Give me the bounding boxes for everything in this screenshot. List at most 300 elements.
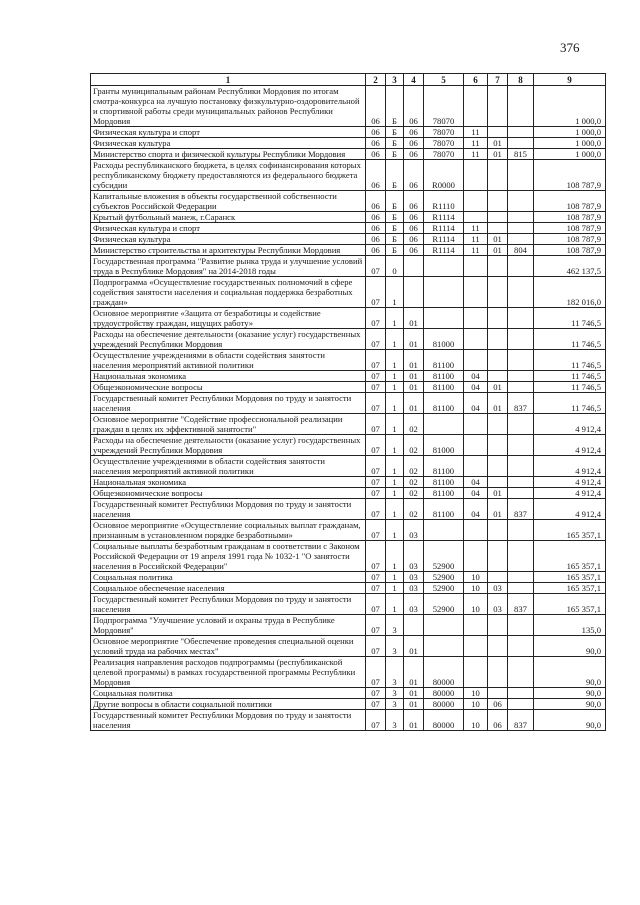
table-row bbox=[91, 138, 606, 149]
ministry-code-cell bbox=[508, 657, 534, 688]
row-name-cell: Министерство спорта и физической культуры Республики Мордовия bbox=[91, 149, 366, 160]
expense-direction-cell bbox=[424, 615, 464, 636]
table-row bbox=[91, 414, 606, 435]
table-row bbox=[91, 541, 606, 572]
subprogram-code-cell: Б bbox=[386, 234, 404, 245]
program-code-cell: 06 bbox=[366, 138, 386, 149]
subsection-cell bbox=[488, 127, 508, 138]
activity-code-cell: 02 bbox=[404, 456, 424, 477]
activity-code-cell: 03 bbox=[404, 520, 424, 541]
ministry-code-cell bbox=[508, 234, 534, 245]
activity-code-cell: 02 bbox=[404, 414, 424, 435]
table-row bbox=[91, 636, 606, 657]
activity-code-cell: 03 bbox=[404, 572, 424, 583]
section-cell bbox=[464, 86, 488, 127]
activity-code-cell: 03 bbox=[404, 583, 424, 594]
amount-cell: 11 746,5 bbox=[534, 393, 606, 414]
section-cell bbox=[464, 657, 488, 688]
amount-cell: 11 746,5 bbox=[534, 329, 606, 350]
program-code-cell: 06 bbox=[366, 86, 386, 127]
program-code-cell: 07 bbox=[366, 688, 386, 699]
expense-direction-cell bbox=[424, 636, 464, 657]
expense-direction-cell: 81100 bbox=[424, 488, 464, 499]
program-code-cell: 07 bbox=[366, 350, 386, 371]
subprogram-code-cell: Б bbox=[386, 138, 404, 149]
subsection-cell bbox=[488, 212, 508, 223]
table-header-row bbox=[91, 74, 606, 86]
row-name-cell: Физическая культура bbox=[91, 234, 366, 245]
row-name-cell: Физическая культура и спорт bbox=[91, 127, 366, 138]
row-name-cell: Государственный комитет Республики Мордовия по труду и занятости населения bbox=[91, 499, 366, 520]
program-code-cell: 07 bbox=[366, 371, 386, 382]
program-code-cell: 07 bbox=[366, 572, 386, 583]
table-row bbox=[91, 520, 606, 541]
ministry-code-cell: 804 bbox=[508, 245, 534, 256]
table-row bbox=[91, 456, 606, 477]
table-row bbox=[91, 699, 606, 710]
ministry-code-cell bbox=[508, 138, 534, 149]
amount-cell: 11 746,5 bbox=[534, 371, 606, 382]
subprogram-code-cell: 1 bbox=[386, 456, 404, 477]
row-name-cell: Реализация направления расходов подпрограммы (республиканской целевой программы) в рамках государственной программы Республики Мордовия bbox=[91, 657, 366, 688]
amount-cell: 4 912,4 bbox=[534, 456, 606, 477]
amount-cell: 462 137,5 bbox=[534, 256, 606, 277]
expense-direction-cell: 81100 bbox=[424, 350, 464, 371]
subsection-cell: 01 bbox=[488, 138, 508, 149]
program-code-cell: 07 bbox=[366, 657, 386, 688]
table-row bbox=[91, 127, 606, 138]
table-row bbox=[91, 223, 606, 234]
section-cell bbox=[464, 414, 488, 435]
amount-cell: 108 787,9 bbox=[534, 245, 606, 256]
expense-direction-cell: 52900 bbox=[424, 572, 464, 583]
section-cell bbox=[464, 541, 488, 572]
activity-code-cell: 06 bbox=[404, 191, 424, 212]
expense-direction-cell: 80000 bbox=[424, 699, 464, 710]
ministry-code-cell bbox=[508, 127, 534, 138]
row-name-cell: Социальное обеспечение населения bbox=[91, 583, 366, 594]
ministry-code-cell: 837 bbox=[508, 710, 534, 731]
ministry-code-cell bbox=[508, 256, 534, 277]
subsection-cell bbox=[488, 456, 508, 477]
amount-cell: 11 746,5 bbox=[534, 350, 606, 371]
subprogram-code-cell: 1 bbox=[386, 393, 404, 414]
program-code-cell: 06 bbox=[366, 160, 386, 191]
activity-code-cell: 06 bbox=[404, 234, 424, 245]
column-header-2: 2 bbox=[366, 74, 386, 86]
program-code-cell: 07 bbox=[366, 636, 386, 657]
subsection-cell bbox=[488, 414, 508, 435]
expense-direction-cell: 78070 bbox=[424, 127, 464, 138]
expense-direction-cell: 81100 bbox=[424, 477, 464, 488]
subsection-cell bbox=[488, 636, 508, 657]
activity-code-cell: 02 bbox=[404, 499, 424, 520]
row-name-cell: Государственная программа "Развитие рынка труда и улучшение условий труда в Республике Мордовия" на 2014-2018 годы bbox=[91, 256, 366, 277]
row-name-cell: Государственный комитет Республики Мордовия по труду и занятости населения bbox=[91, 594, 366, 615]
amount-cell: 1 000,0 bbox=[534, 138, 606, 149]
amount-cell: 90,0 bbox=[534, 636, 606, 657]
subprogram-code-cell: 1 bbox=[386, 277, 404, 308]
section-cell: 11 bbox=[464, 127, 488, 138]
program-code-cell: 07 bbox=[366, 382, 386, 393]
subprogram-code-cell: Б bbox=[386, 149, 404, 160]
subprogram-code-cell: 1 bbox=[386, 382, 404, 393]
subprogram-code-cell: 1 bbox=[386, 371, 404, 382]
row-name-cell: Физическая культура bbox=[91, 138, 366, 149]
activity-code-cell: 01 bbox=[404, 710, 424, 731]
expense-direction-cell: 81100 bbox=[424, 456, 464, 477]
subprogram-code-cell: 3 bbox=[386, 615, 404, 636]
program-code-cell: 06 bbox=[366, 149, 386, 160]
row-name-cell: Национальная экономика bbox=[91, 477, 366, 488]
subprogram-code-cell: 1 bbox=[386, 329, 404, 350]
expense-direction-cell: 78070 bbox=[424, 149, 464, 160]
subprogram-code-cell: 1 bbox=[386, 572, 404, 583]
amount-cell: 108 787,9 bbox=[534, 234, 606, 245]
section-cell bbox=[464, 520, 488, 541]
subsection-cell: 01 bbox=[488, 488, 508, 499]
subsection-cell: 03 bbox=[488, 594, 508, 615]
subprogram-code-cell: Б bbox=[386, 212, 404, 223]
amount-cell: 4 912,4 bbox=[534, 477, 606, 488]
ministry-code-cell bbox=[508, 699, 534, 710]
table-row bbox=[91, 371, 606, 382]
row-name-cell: Государственный комитет Республики Мордовия по труду и занятости населения bbox=[91, 393, 366, 414]
amount-cell: 165 357,1 bbox=[534, 583, 606, 594]
table-row bbox=[91, 657, 606, 688]
activity-code-cell: 06 bbox=[404, 245, 424, 256]
expense-direction-cell: 81100 bbox=[424, 382, 464, 393]
expense-direction-cell: R1114 bbox=[424, 212, 464, 223]
subsection-cell bbox=[488, 86, 508, 127]
amount-cell: 108 787,9 bbox=[534, 160, 606, 191]
activity-code-cell: 03 bbox=[404, 594, 424, 615]
program-code-cell: 07 bbox=[366, 488, 386, 499]
expense-direction-cell: 52900 bbox=[424, 541, 464, 572]
column-header-3: 3 bbox=[386, 74, 404, 86]
expense-direction-cell: 81000 bbox=[424, 435, 464, 456]
program-code-cell: 07 bbox=[366, 583, 386, 594]
section-cell: 11 bbox=[464, 223, 488, 234]
subprogram-code-cell: 1 bbox=[386, 499, 404, 520]
amount-cell: 135,0 bbox=[534, 615, 606, 636]
subprogram-code-cell: 1 bbox=[386, 350, 404, 371]
ministry-code-cell bbox=[508, 223, 534, 234]
program-code-cell: 07 bbox=[366, 499, 386, 520]
subprogram-code-cell: Б bbox=[386, 245, 404, 256]
section-cell bbox=[464, 435, 488, 456]
subprogram-code-cell: Б bbox=[386, 160, 404, 191]
table-row bbox=[91, 583, 606, 594]
row-name-cell: Подпрограмма "Улучшение условий и охраны труда в Республике Мордовия" bbox=[91, 615, 366, 636]
expense-direction-cell: R0000 bbox=[424, 160, 464, 191]
subsection-cell bbox=[488, 657, 508, 688]
table-row bbox=[91, 191, 606, 212]
column-header-7: 7 bbox=[488, 74, 508, 86]
expense-direction-cell bbox=[424, 520, 464, 541]
subsection-cell: 01 bbox=[488, 234, 508, 245]
row-name-cell: Осуществление учреждениями в области содействия занятости населения мероприятий активной политики bbox=[91, 350, 366, 371]
amount-cell: 108 787,9 bbox=[534, 212, 606, 223]
budget-table bbox=[90, 73, 606, 731]
expense-direction-cell: 81000 bbox=[424, 329, 464, 350]
row-name-cell: Социальная политика bbox=[91, 572, 366, 583]
section-cell: 10 bbox=[464, 594, 488, 615]
activity-code-cell: 02 bbox=[404, 488, 424, 499]
table-body bbox=[91, 86, 606, 731]
section-cell bbox=[464, 329, 488, 350]
activity-code-cell: 01 bbox=[404, 329, 424, 350]
activity-code-cell: 01 bbox=[404, 308, 424, 329]
expense-direction-cell bbox=[424, 414, 464, 435]
subsection-cell: 01 bbox=[488, 499, 508, 520]
section-cell: 11 bbox=[464, 234, 488, 245]
amount-cell: 11 746,5 bbox=[534, 382, 606, 393]
program-code-cell: 07 bbox=[366, 594, 386, 615]
subprogram-code-cell: 3 bbox=[386, 688, 404, 699]
section-cell bbox=[464, 212, 488, 223]
expense-direction-cell: 81100 bbox=[424, 499, 464, 520]
section-cell: 11 bbox=[464, 245, 488, 256]
ministry-code-cell bbox=[508, 191, 534, 212]
amount-cell: 182 016,0 bbox=[534, 277, 606, 308]
row-name-cell: Социальные выплаты безработным гражданам в соответствии с Законом Российской Федерации от 19 апреля 1991 года № 1032-1 "О занятости населения в Российской Федерации" bbox=[91, 541, 366, 572]
amount-cell: 108 787,9 bbox=[534, 191, 606, 212]
expense-direction-cell: 80000 bbox=[424, 710, 464, 731]
subprogram-code-cell: Б bbox=[386, 127, 404, 138]
ministry-code-cell bbox=[508, 212, 534, 223]
amount-cell: 165 357,1 bbox=[534, 594, 606, 615]
amount-cell: 165 357,1 bbox=[534, 520, 606, 541]
activity-code-cell: 01 bbox=[404, 699, 424, 710]
activity-code-cell: 06 bbox=[404, 127, 424, 138]
subprogram-code-cell: 3 bbox=[386, 636, 404, 657]
subprogram-code-cell: 3 bbox=[386, 710, 404, 731]
ministry-code-cell bbox=[508, 350, 534, 371]
row-name-cell: Основное мероприятие «Осуществление социальных выплат гражданам, признанным в установленном порядке безработными» bbox=[91, 520, 366, 541]
program-code-cell: 07 bbox=[366, 256, 386, 277]
activity-code-cell: 01 bbox=[404, 350, 424, 371]
row-name-cell: Основное мероприятие "Обеспечение проведения специальной оценки условий труда на рабочих местах" bbox=[91, 636, 366, 657]
program-code-cell: 07 bbox=[366, 456, 386, 477]
program-code-cell: 06 bbox=[366, 245, 386, 256]
section-cell bbox=[464, 456, 488, 477]
amount-cell: 1 000,0 bbox=[534, 127, 606, 138]
amount-cell: 108 787,9 bbox=[534, 223, 606, 234]
section-cell: 10 bbox=[464, 583, 488, 594]
program-code-cell: 07 bbox=[366, 435, 386, 456]
expense-direction-cell: 81100 bbox=[424, 371, 464, 382]
table-row bbox=[91, 393, 606, 414]
section-cell: 11 bbox=[464, 149, 488, 160]
subprogram-code-cell: 3 bbox=[386, 657, 404, 688]
ministry-code-cell: 837 bbox=[508, 499, 534, 520]
expense-direction-cell: R1114 bbox=[424, 245, 464, 256]
expense-direction-cell bbox=[424, 308, 464, 329]
activity-code-cell bbox=[404, 256, 424, 277]
column-header-6: 6 bbox=[464, 74, 488, 86]
expense-direction-cell bbox=[424, 277, 464, 308]
activity-code-cell: 01 bbox=[404, 688, 424, 699]
activity-code-cell: 02 bbox=[404, 477, 424, 488]
program-code-cell: 06 bbox=[366, 234, 386, 245]
column-header-8: 8 bbox=[508, 74, 534, 86]
ministry-code-cell bbox=[508, 435, 534, 456]
expense-direction-cell: 80000 bbox=[424, 657, 464, 688]
ministry-code-cell bbox=[508, 488, 534, 499]
ministry-code-cell bbox=[508, 541, 534, 572]
section-cell: 04 bbox=[464, 382, 488, 393]
ministry-code-cell bbox=[508, 160, 534, 191]
subprogram-code-cell: 1 bbox=[386, 583, 404, 594]
table-row bbox=[91, 350, 606, 371]
section-cell bbox=[464, 308, 488, 329]
expense-direction-cell: 78070 bbox=[424, 138, 464, 149]
amount-cell: 90,0 bbox=[534, 657, 606, 688]
subsection-cell bbox=[488, 688, 508, 699]
activity-code-cell: 06 bbox=[404, 212, 424, 223]
subsection-cell: 01 bbox=[488, 382, 508, 393]
ministry-code-cell bbox=[508, 371, 534, 382]
program-code-cell: 07 bbox=[366, 308, 386, 329]
page-number: 376 bbox=[560, 40, 580, 55]
ministry-code-cell bbox=[508, 477, 534, 488]
subsection-cell bbox=[488, 615, 508, 636]
table-row bbox=[91, 277, 606, 308]
program-code-cell: 06 bbox=[366, 223, 386, 234]
amount-cell: 90,0 bbox=[534, 710, 606, 731]
expense-direction-cell: 80000 bbox=[424, 688, 464, 699]
activity-code-cell: 06 bbox=[404, 160, 424, 191]
ministry-code-cell bbox=[508, 520, 534, 541]
subsection-cell bbox=[488, 160, 508, 191]
row-name-cell: Министерство строительства и архитектуры Республики Мордовия bbox=[91, 245, 366, 256]
section-cell: 04 bbox=[464, 488, 488, 499]
row-name-cell: Основное мероприятие «Защита от безработицы и содействие трудоустройству граждан, ищущих работу» bbox=[91, 308, 366, 329]
activity-code-cell bbox=[404, 277, 424, 308]
amount-cell: 1 000,0 bbox=[534, 149, 606, 160]
row-name-cell: Капитальные вложения в объекты государственной собственности субъектов Российской Федерации bbox=[91, 191, 366, 212]
ministry-code-cell: 815 bbox=[508, 149, 534, 160]
amount-cell: 4 912,4 bbox=[534, 435, 606, 456]
program-code-cell: 07 bbox=[366, 615, 386, 636]
table-row bbox=[91, 488, 606, 499]
subsection-cell: 06 bbox=[488, 699, 508, 710]
row-name-cell: Крытый футбольный манеж, г.Саранск bbox=[91, 212, 366, 223]
amount-cell: 4 912,4 bbox=[534, 414, 606, 435]
program-code-cell: 07 bbox=[366, 477, 386, 488]
subsection-cell bbox=[488, 308, 508, 329]
expense-direction-cell: R1114 bbox=[424, 234, 464, 245]
subprogram-code-cell: 1 bbox=[386, 477, 404, 488]
ministry-code-cell bbox=[508, 615, 534, 636]
subsection-cell bbox=[488, 350, 508, 371]
subsection-cell bbox=[488, 435, 508, 456]
subsection-cell bbox=[488, 541, 508, 572]
section-cell: 10 bbox=[464, 688, 488, 699]
ministry-code-cell bbox=[508, 86, 534, 127]
subsection-cell bbox=[488, 572, 508, 583]
subsection-cell: 03 bbox=[488, 583, 508, 594]
row-name-cell: Национальная экономика bbox=[91, 371, 366, 382]
section-cell: 04 bbox=[464, 393, 488, 414]
ministry-code-cell bbox=[508, 636, 534, 657]
section-cell: 10 bbox=[464, 699, 488, 710]
section-cell bbox=[464, 277, 488, 308]
subprogram-code-cell: 1 bbox=[386, 520, 404, 541]
row-name-cell: Расходы на обеспечение деятельности (оказание услуг) государственных учреждений Республики Мордовия bbox=[91, 329, 366, 350]
table-row bbox=[91, 688, 606, 699]
amount-cell: 4 912,4 bbox=[534, 499, 606, 520]
program-code-cell: 07 bbox=[366, 699, 386, 710]
activity-code-cell: 06 bbox=[404, 223, 424, 234]
expense-direction-cell: 81100 bbox=[424, 393, 464, 414]
row-name-cell: Расходы на обеспечение деятельности (оказание услуг) государственных учреждений Республики Мордовия bbox=[91, 435, 366, 456]
amount-cell: 1 000,0 bbox=[534, 86, 606, 127]
subprogram-code-cell: Б bbox=[386, 223, 404, 234]
subsection-cell bbox=[488, 520, 508, 541]
ministry-code-cell bbox=[508, 688, 534, 699]
activity-code-cell: 02 bbox=[404, 435, 424, 456]
table-row bbox=[91, 710, 606, 731]
row-name-cell: Физическая культура и спорт bbox=[91, 223, 366, 234]
amount-cell: 11 746,5 bbox=[534, 308, 606, 329]
subsection-cell: 01 bbox=[488, 393, 508, 414]
table-row bbox=[91, 572, 606, 583]
activity-code-cell: 01 bbox=[404, 371, 424, 382]
subprogram-code-cell: 1 bbox=[386, 435, 404, 456]
program-code-cell: 06 bbox=[366, 127, 386, 138]
section-cell: 04 bbox=[464, 477, 488, 488]
row-name-cell: Расходы республиканского бюджета, в целях софинансирования которых республиканскому бюджету предоставляются из федерального бюджета субсидии bbox=[91, 160, 366, 191]
table-row bbox=[91, 234, 606, 245]
subsection-cell bbox=[488, 371, 508, 382]
expense-direction-cell: 52900 bbox=[424, 583, 464, 594]
ministry-code-cell bbox=[508, 277, 534, 308]
activity-code-cell: 01 bbox=[404, 382, 424, 393]
amount-cell: 165 357,1 bbox=[534, 541, 606, 572]
program-code-cell: 06 bbox=[366, 212, 386, 223]
subsection-cell: 06 bbox=[488, 710, 508, 731]
ministry-code-cell bbox=[508, 583, 534, 594]
section-cell bbox=[464, 615, 488, 636]
column-header-1: 1 bbox=[91, 74, 366, 86]
row-name-cell: Государственный комитет Республики Мордовия по труду и занятости населения bbox=[91, 710, 366, 731]
subprogram-code-cell: Б bbox=[386, 191, 404, 212]
expense-direction-cell: 52900 bbox=[424, 594, 464, 615]
subsection-cell bbox=[488, 277, 508, 308]
ministry-code-cell bbox=[508, 572, 534, 583]
row-name-cell: Другие вопросы в области социальной политики bbox=[91, 699, 366, 710]
program-code-cell: 07 bbox=[366, 541, 386, 572]
table-row bbox=[91, 149, 606, 160]
ministry-code-cell bbox=[508, 414, 534, 435]
section-cell: 04 bbox=[464, 371, 488, 382]
subsection-cell: 01 bbox=[488, 245, 508, 256]
activity-code-cell: 06 bbox=[404, 149, 424, 160]
section-cell bbox=[464, 636, 488, 657]
section-cell: 10 bbox=[464, 710, 488, 731]
section-cell: 04 bbox=[464, 499, 488, 520]
program-code-cell: 07 bbox=[366, 520, 386, 541]
section-cell: 11 bbox=[464, 138, 488, 149]
table-row bbox=[91, 86, 606, 127]
activity-code-cell: 01 bbox=[404, 657, 424, 688]
subprogram-code-cell: Б bbox=[386, 86, 404, 127]
program-code-cell: 07 bbox=[366, 710, 386, 731]
table-row bbox=[91, 329, 606, 350]
subsection-cell bbox=[488, 256, 508, 277]
